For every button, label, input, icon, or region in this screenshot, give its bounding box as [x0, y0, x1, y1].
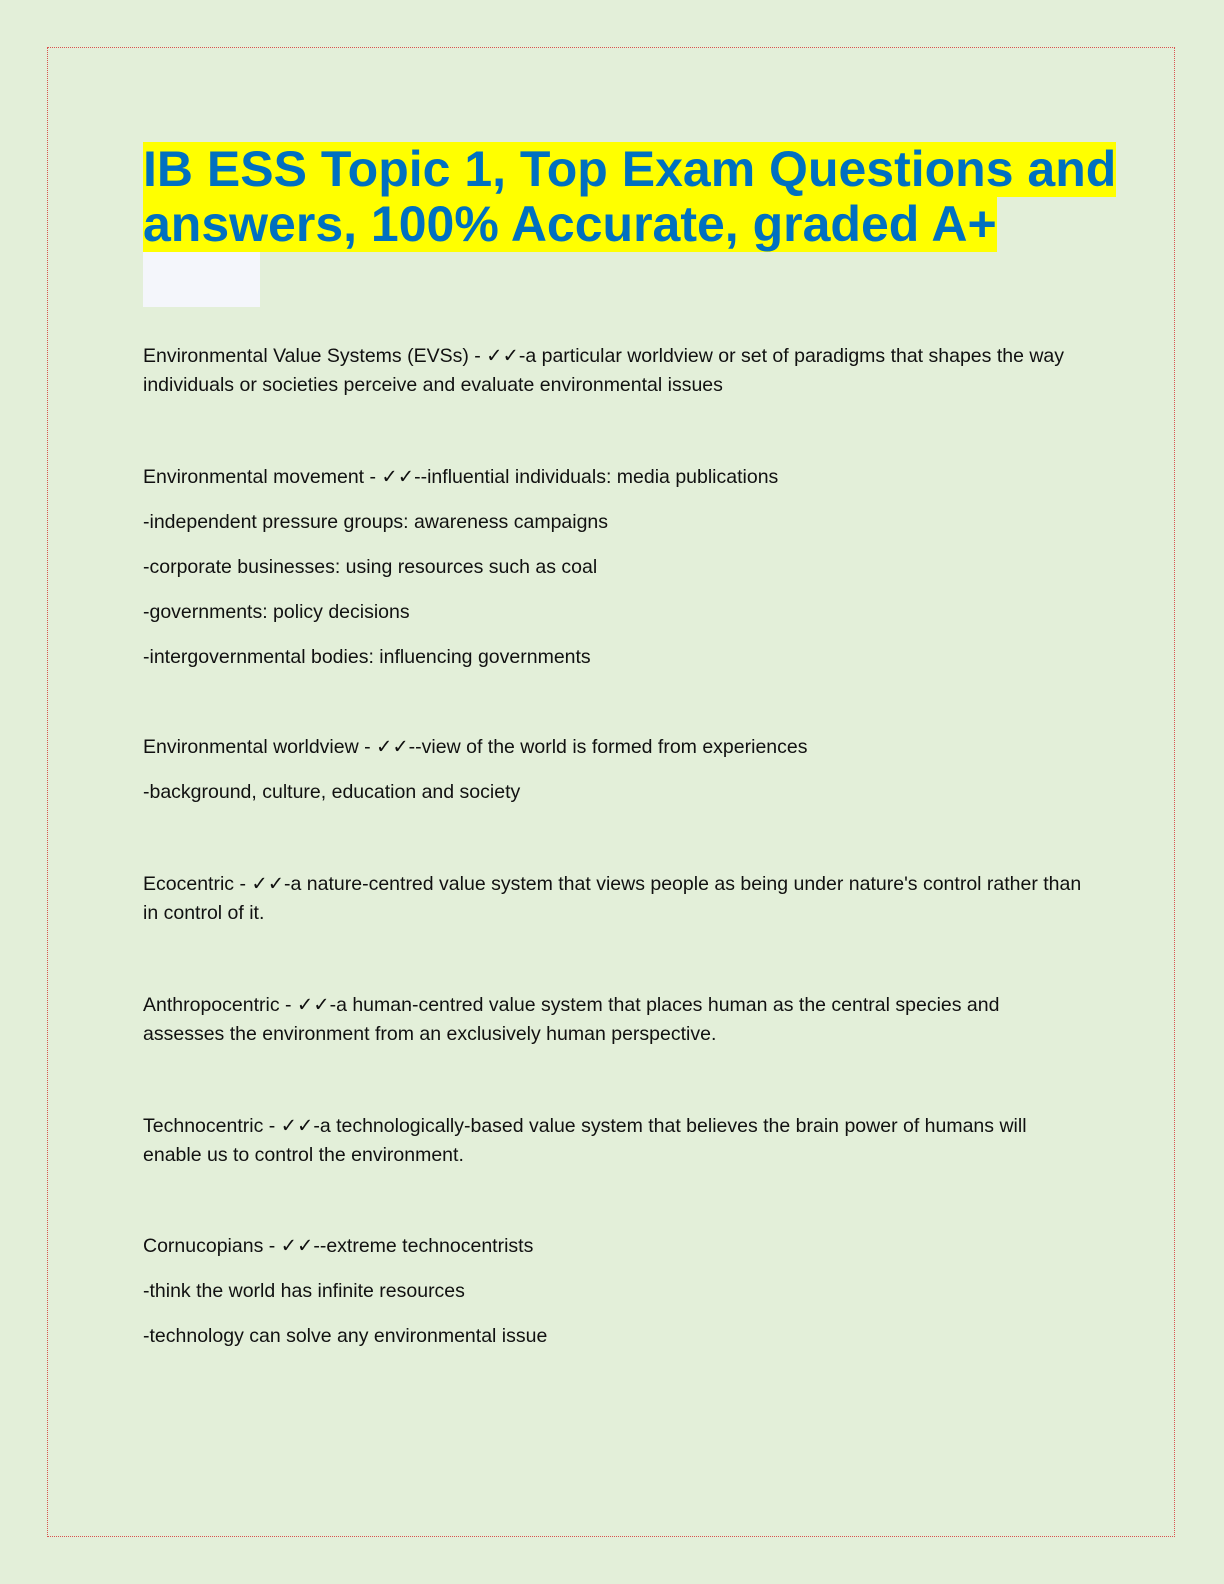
entry-text: -governments: policy decisions — [143, 601, 410, 623]
entry-text: -technology can solve any environmental issue — [143, 1325, 548, 1347]
title-line-1: IB ESS Topic 1, Top Exam Questions and — [143, 141, 1117, 197]
entry-text: -think the world has infinite resources — [143, 1280, 465, 1302]
entry-text: Technocentric - ✓✓-a technologically-based value system that believes the brain power of humans will enable us to control the environment. — [143, 1115, 1027, 1166]
entry-anthropocentric — [143, 991, 1083, 1049]
entry-text: Anthropocentric - ✓✓-a human-centred value system that places human as the central species and assesses the environment from an exclusively human perspective. — [143, 994, 1000, 1045]
document-title — [143, 141, 1117, 307]
entry-technocentric — [143, 1112, 1083, 1170]
entry-environmental-worldview — [143, 733, 1083, 807]
entry-environmental-movement — [143, 463, 1083, 672]
entry-text: -background, culture, education and society — [143, 781, 521, 803]
entry-text: Environmental worldview - ✓✓--view of the world is formed from experiences — [143, 736, 808, 758]
entry-cornucopians — [143, 1232, 1083, 1351]
title-highlight-gap — [143, 252, 260, 307]
title-line-2: answers, 100% Accurate, graded A+ — [143, 196, 997, 252]
entry-text: Environmental Value Systems (EVSs) - ✓✓-a particular worldview or set of paradigms that shapes the way individuals or societies perceive and evaluate environmental issues — [143, 345, 1065, 396]
entry-text: -independent pressure groups: awareness campaigns — [143, 511, 609, 533]
entry-ecocentric — [143, 870, 1083, 928]
entry-text: Cornucopians - ✓✓--extreme technocentrists — [143, 1235, 534, 1257]
entry-text: Ecocentric - ✓✓-a nature-centred value system that views people as being under nature's control rather than in control of it. — [143, 873, 1082, 924]
entry-text: -intergovernmental bodies: influencing governments — [143, 646, 591, 668]
entry-text: -corporate businesses: using resources such as coal — [143, 556, 598, 578]
entry-evs — [143, 342, 1083, 400]
entry-text: Environmental movement - ✓✓--influential individuals: media publications — [143, 466, 779, 488]
